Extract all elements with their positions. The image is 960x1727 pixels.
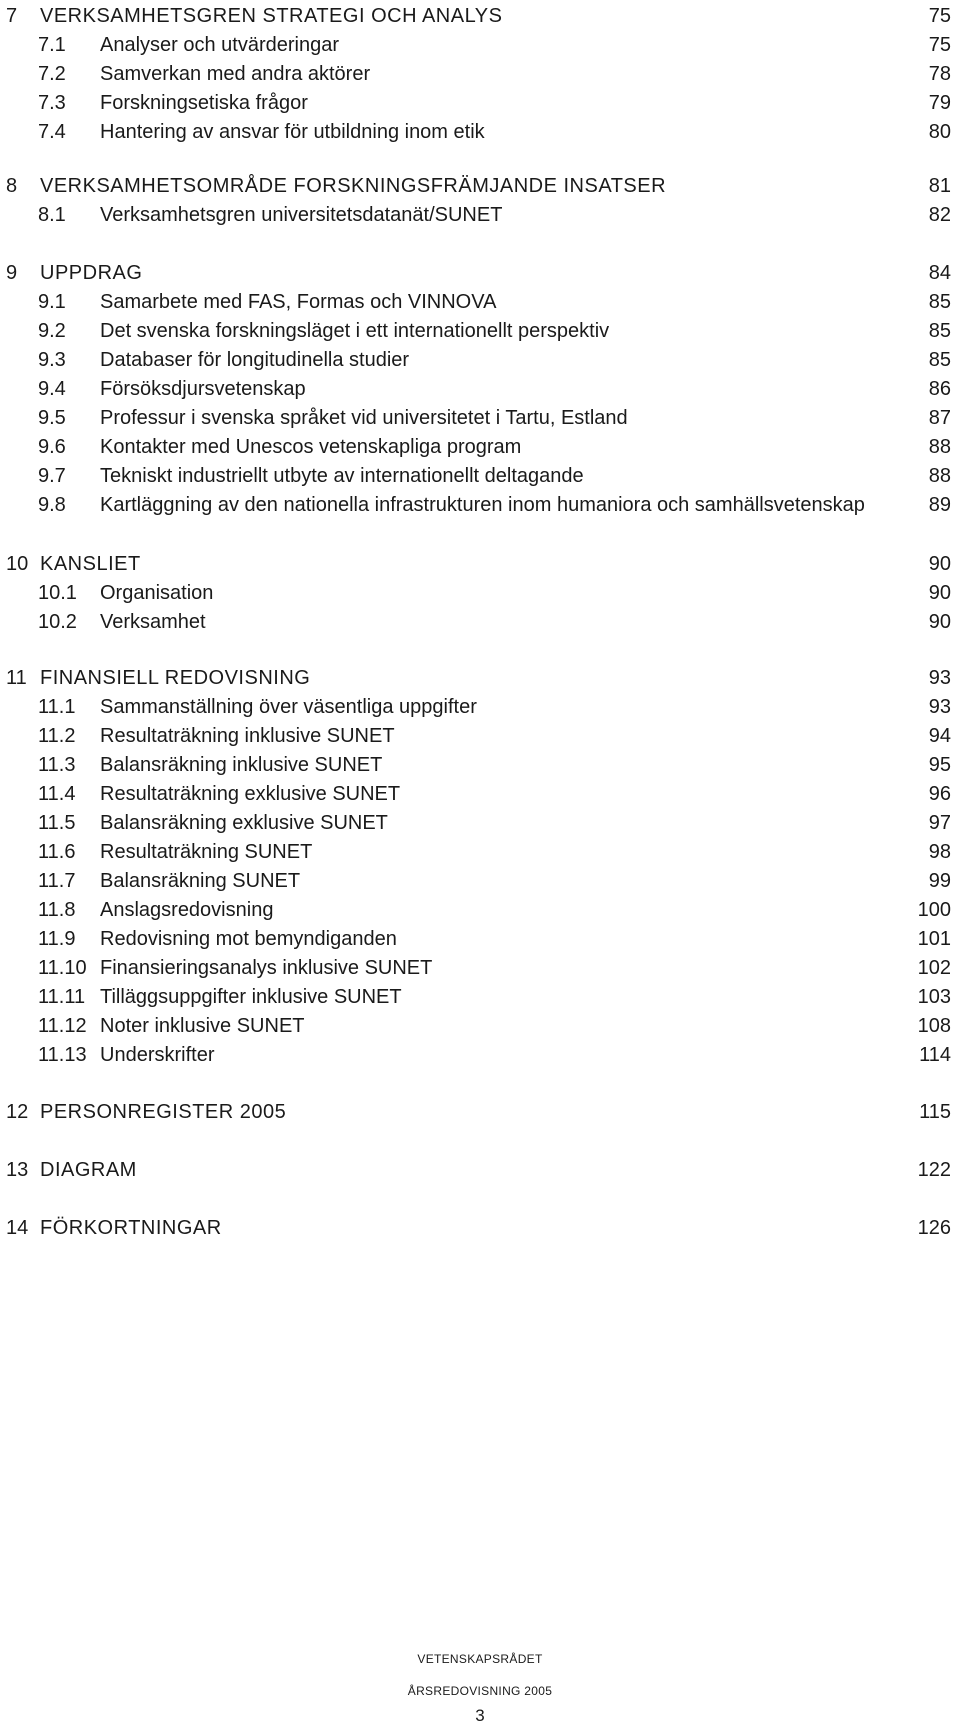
item-title: Professur i svenska språket vid universitetet i Tartu, Estland [100,407,628,429]
section-number: 8 [6,175,18,197]
item-title: Noter inklusive SUNET [100,1015,305,1037]
section-number: 9 [6,262,18,284]
toc-item[interactable] [0,983,960,1012]
page-number: 81 [928,175,951,197]
item-number: 11.10 [38,957,87,979]
item-title: Tilläggsuppgifter inklusive SUNET [100,986,402,1008]
page-number: 99 [928,870,951,892]
section-number: 13 [6,1159,29,1181]
item-title: Forskningsetiska frågor [100,92,308,114]
section-title: FINANSIELL REDOVISNING [40,667,311,689]
toc-section-11 [0,664,960,1099]
page-number: 90 [928,582,951,604]
item-number: 9.3 [38,349,66,371]
toc-heading[interactable] [0,1156,960,1185]
item-title: Balansräkning exklusive SUNET [100,812,388,834]
item-title: Resultaträkning exklusive SUNET [100,783,401,805]
toc-item[interactable] [0,89,960,118]
item-title: Organisation [100,582,214,604]
toc-heading[interactable] [0,1098,960,1127]
toc-item[interactable] [0,579,960,608]
toc-item[interactable] [0,491,960,520]
page-number: 108 [917,1015,951,1037]
toc-heading[interactable] [0,1214,960,1243]
footer-page-number: 3 [475,1706,485,1725]
item-number: 10.2 [38,611,77,633]
page-number: 96 [928,783,951,805]
page-number: 85 [928,349,951,371]
item-number: 9.2 [38,320,66,342]
toc-item[interactable] [0,462,960,491]
toc-item[interactable] [0,896,960,925]
section-title: DIAGRAM [40,1159,137,1181]
item-number: 11.4 [38,783,76,805]
item-title: Hantering av ansvar för utbildning inom etik [100,121,485,143]
toc-item[interactable] [0,201,960,230]
item-number: 7.3 [38,92,66,114]
section-number: 11 [6,667,27,689]
item-title: Kartläggning av den nationella infrastrukturen inom humaniora och samhällsvetenskap [100,494,865,516]
item-number: 11.6 [38,841,76,863]
item-number: 9.6 [38,436,66,458]
item-title: Sammanställning över väsentliga uppgifter [100,696,477,718]
page-number: 75 [928,5,951,27]
item-title: Verksamhet [100,611,206,633]
toc-item[interactable] [0,1070,960,1099]
section-title: FÖRKORTNINGAR [40,1217,222,1239]
item-number: 11.11 [38,986,86,1008]
toc-item[interactable] [0,1041,960,1070]
page-number: 93 [928,696,951,718]
item-number: 11.2 [38,725,76,747]
item-title: Anslagsredovisning [100,899,274,921]
toc-item[interactable] [0,925,960,954]
item-number: 9.7 [38,465,66,487]
toc-item[interactable] [0,375,960,404]
toc-item[interactable] [0,838,960,867]
toc-item[interactable] [0,722,960,751]
item-title: Resultaträkning inklusive SUNET [100,725,395,747]
page-number: 80 [928,121,951,143]
item-title: Balansräkning SUNET [100,870,301,892]
toc-item[interactable] [0,433,960,462]
page-number: 86 [928,378,951,400]
item-number: 7.2 [38,63,66,85]
section-number: 7 [6,5,18,27]
page-number: 103 [917,986,951,1008]
item-number: 9.5 [38,407,66,429]
toc-item[interactable] [0,809,960,838]
item-number: 11.13 [38,1044,87,1066]
page-number: 84 [928,262,951,284]
item-title: Verksamhetsgren universitetsdatanät/SUNET [100,204,503,226]
page-number: 85 [928,291,951,313]
toc-section-8 [0,172,960,230]
toc-section-9 [0,259,960,520]
page-number: 114 [919,1044,951,1066]
page-number: 82 [928,204,951,226]
toc-item[interactable] [0,954,960,983]
item-title: Resultaträkning SUNET [100,841,313,863]
item-title: Databaser för longitudinella studier [100,349,410,371]
toc-section-10 [0,550,960,637]
toc-item[interactable] [0,867,960,896]
page-number: 95 [928,754,951,776]
item-title: Underskrifter [100,1044,215,1066]
item-number: 9.1 [38,291,66,313]
item-title: Kontakter med Unescos vetenskapliga program [100,436,522,458]
item-number: 11.7 [38,870,76,892]
item-title: Samverkan med andra aktörer [100,63,371,85]
toc-item[interactable] [0,60,960,89]
page-number: 98 [928,841,951,863]
toc-item[interactable] [0,288,960,317]
toc-item[interactable] [0,693,960,722]
section-title: KANSLIET [40,553,141,575]
toc-section-14 [0,1214,960,1243]
page-number: 89 [928,494,951,516]
toc-item[interactable] [0,751,960,780]
item-title: Samarbete med FAS, Formas och VINNOVA [100,291,497,313]
section-number: 12 [6,1101,29,1123]
toc-section-13 [0,1156,960,1185]
item-number: 7.1 [38,34,66,56]
page-number: 97 [928,812,951,834]
item-title: Det svenska forskningsläget i ett internationellt perspektiv [100,320,610,342]
item-number: 11.8 [38,899,76,921]
page-number: 85 [928,320,951,342]
section-title: VERKSAMHETSGREN STRATEGI OCH ANALYS [40,5,503,27]
item-title: Redovisning mot bemyndiganden [100,928,397,950]
page-number: 78 [928,63,951,85]
page-number: 87 [928,407,951,429]
toc-heading[interactable] [0,172,960,201]
item-number: 11.1 [38,696,76,718]
item-number: 11.5 [38,812,76,834]
page-number: 88 [928,465,951,487]
page-number: 126 [917,1217,951,1239]
footer-organization: VETENSKAPSRÅDET [417,1652,543,1666]
toc-heading[interactable] [0,664,960,693]
toc-item[interactable] [0,317,960,346]
item-number: 11.9 [38,928,76,950]
item-number: 8.1 [38,204,66,226]
section-title: VERKSAMHETSOMRÅDE FORSKNINGSFRÄMJANDE INSATSER [40,175,667,197]
page-number: 90 [928,553,951,575]
page-number: 101 [917,928,951,950]
page-number: 79 [928,92,951,114]
page-number: 115 [919,1101,951,1123]
toc-section-7 [0,2,960,147]
section-number: 14 [6,1217,29,1239]
item-title: Analyser och utvärderingar [100,34,340,56]
toc-item[interactable] [0,118,960,147]
page-number: 94 [928,725,951,747]
page-number: 90 [928,611,951,633]
section-number: 10 [6,553,29,575]
item-number: 10.1 [38,582,77,604]
page-number: 100 [917,899,951,921]
section-title: UPPDRAG [40,262,143,284]
item-title: Balansräkning inklusive SUNET [100,754,383,776]
item-title: Försöksdjursvetenskap [100,378,306,400]
item-number: 9.4 [38,378,66,400]
page-number: 102 [917,957,951,979]
toc-section-12 [0,1098,960,1127]
item-number: 11.12 [38,1015,87,1037]
item-number: 11.3 [38,754,76,776]
toc-heading[interactable] [0,2,960,31]
toc-item[interactable] [0,31,960,60]
item-title: Finansieringsanalys inklusive SUNET [100,957,433,979]
item-title: Tekniskt industriellt utbyte av internationellt deltagande [100,465,584,487]
page-number: 75 [928,34,951,56]
footer-report-title: ÅRSREDOVISNING 2005 [407,1684,553,1698]
toc-item[interactable] [0,346,960,375]
page-number: 122 [917,1159,951,1181]
toc-item[interactable] [0,1012,960,1041]
toc-item[interactable] [0,608,960,637]
toc-heading[interactable] [0,550,960,579]
toc-heading[interactable] [0,259,960,288]
section-title: PERSONREGISTER 2005 [40,1101,287,1123]
item-number: 9.8 [38,494,66,516]
page-number: 93 [928,667,951,689]
toc-item[interactable] [0,780,960,809]
item-number: 7.4 [38,121,66,143]
page-number: 88 [928,436,951,458]
toc-item[interactable] [0,404,960,433]
